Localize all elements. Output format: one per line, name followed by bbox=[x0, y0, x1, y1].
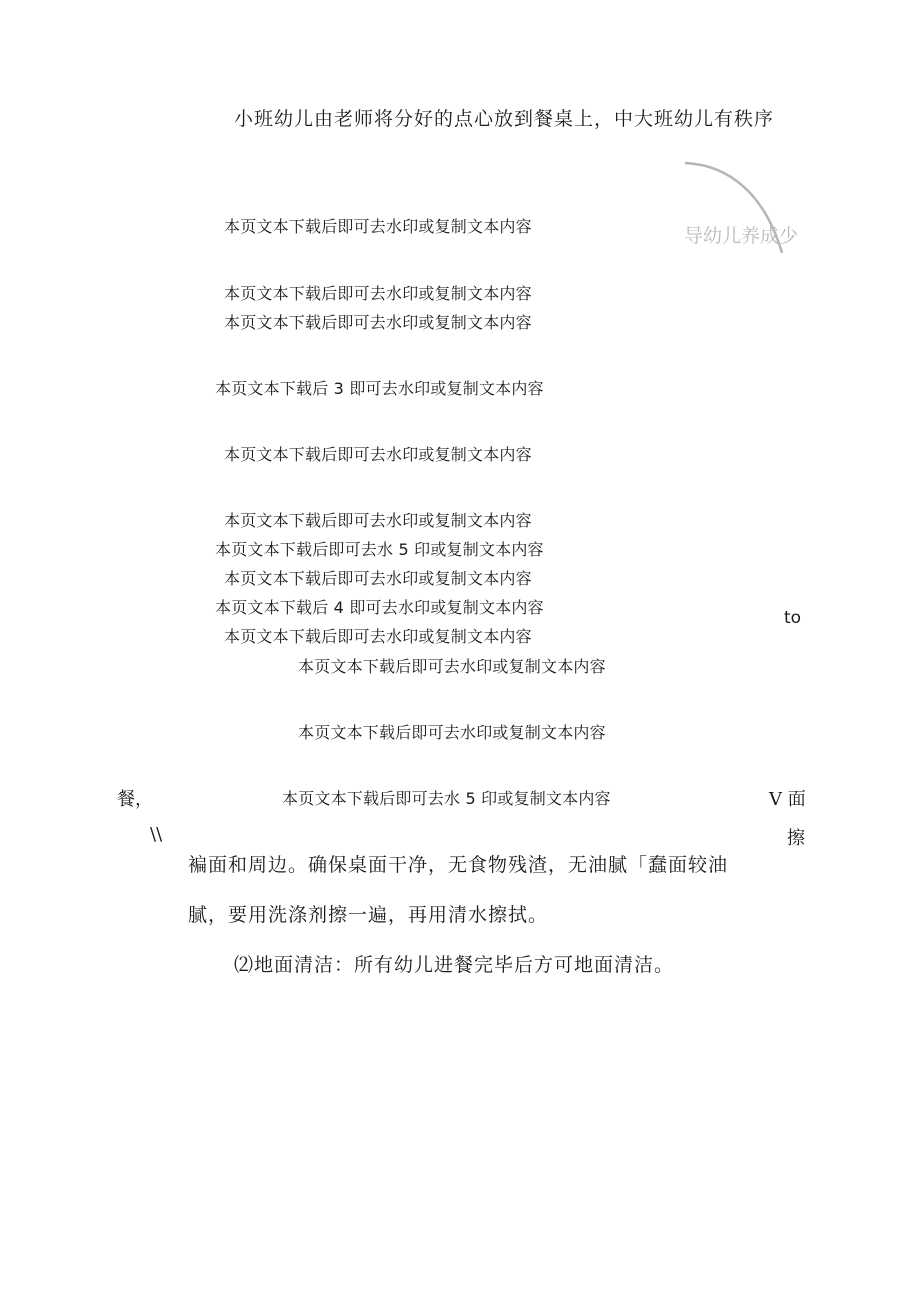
watermark-line: 本页文本下载后即可去水印或复制文本内容 bbox=[298, 657, 606, 676]
paragraph-line: 褊面和周边。确保桌面干净，无食物残渣，无油腻「蠢面较油 bbox=[188, 854, 729, 876]
watermark-line: 本页文本下载后即可去水印或复制文本内容 bbox=[224, 511, 532, 530]
page-curl-decoration bbox=[680, 155, 810, 265]
text-fragment-ca: 擦 bbox=[787, 828, 805, 849]
corner-text-fragment: 导幼儿养成少 bbox=[684, 225, 799, 247]
watermark-line: 本页文本下载后即可去水印或复制文本内容 bbox=[298, 723, 606, 742]
watermark-line: 本页文本下载后即可去水印或复制文本内容 bbox=[224, 569, 532, 588]
watermark-line: 本页文本下载后即可去水印或复制文本内容 bbox=[224, 313, 532, 332]
text-fragment-to: to bbox=[784, 608, 802, 628]
watermark-line: 本页文本下载后即可去水印或复制文本内容 bbox=[224, 284, 532, 303]
watermark-line: 本页文本下载后 4 即可去水印或复制文本内容 bbox=[215, 598, 544, 617]
text-fragment-v-mian: V 面 bbox=[769, 789, 806, 810]
paragraph-line: 腻，要用洗涤剂擦一遍，再用清水擦拭。 bbox=[188, 904, 549, 926]
watermark-line: 本页文本下载后即可去水 5 印或复制文本内容 bbox=[282, 789, 611, 808]
text-fragment-backslashes: \\ bbox=[150, 824, 163, 845]
watermark-line: 本页文本下载后即可去水 5 印或复制文本内容 bbox=[215, 540, 544, 559]
text-fragment-can: 餐， bbox=[117, 789, 153, 810]
watermark-line: 本页文本下载后即可去水印或复制文本内容 bbox=[224, 627, 532, 646]
body-text-line: 小班幼儿由老师将分好的点心放到餐桌上，中大班幼儿有秩序 bbox=[234, 108, 775, 130]
watermark-line: 本页文本下载后 3 即可去水印或复制文本内容 bbox=[215, 379, 544, 398]
watermark-line: 本页文本下载后即可去水印或复制文本内容 bbox=[224, 217, 532, 236]
paragraph-line: ⑵地面清洁：所有幼儿进餐完毕后方可地面清洁。 bbox=[234, 954, 675, 976]
watermark-line: 本页文本下载后即可去水印或复制文本内容 bbox=[224, 445, 532, 464]
